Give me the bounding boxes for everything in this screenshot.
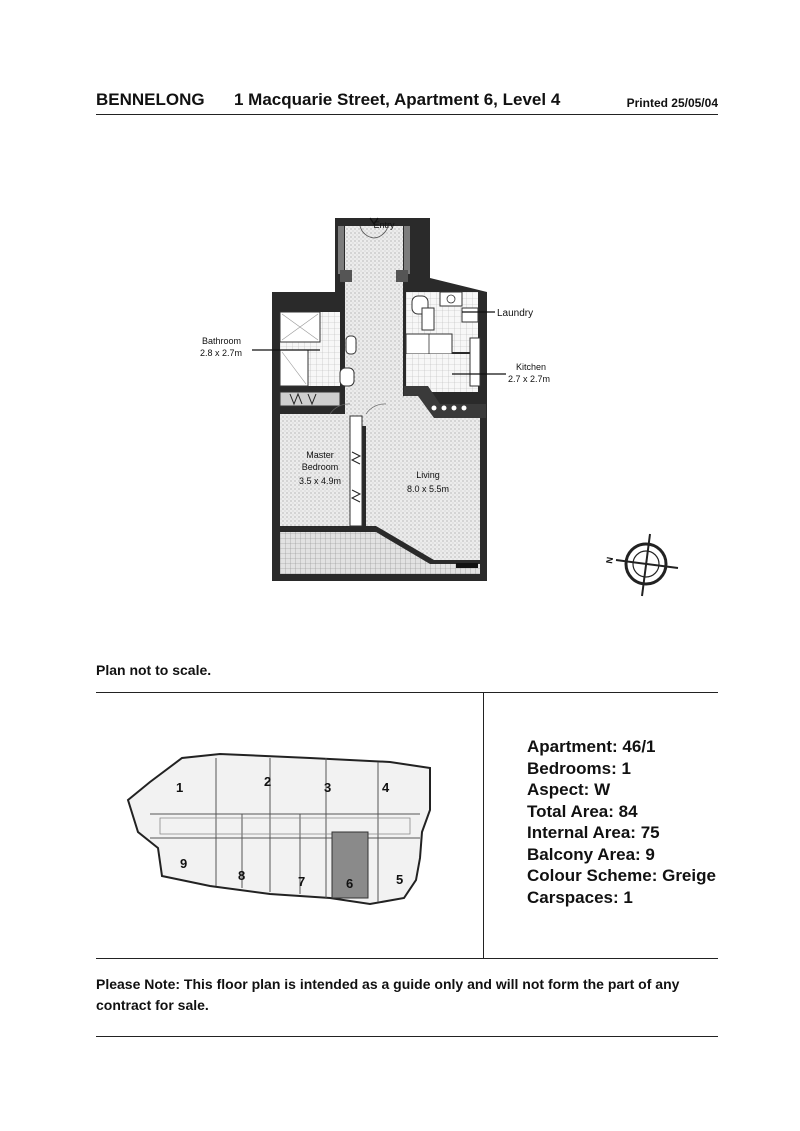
- label-laundry: Laundry: [497, 308, 534, 319]
- label-kitchen-size: 2.7 x 2.7m: [508, 374, 551, 384]
- compass-icon: [600, 528, 690, 604]
- divider-top: [96, 692, 718, 693]
- divider-vertical: [483, 692, 484, 958]
- label-living: Living: [416, 470, 440, 480]
- detail-balcony-area: Balcony Area: 9: [527, 844, 655, 864]
- building-key-plan: [120, 748, 440, 918]
- disclaimer-note: Please Note: This floor plan is intended as a guide only and will not form the part of any contract for sale.: [96, 976, 680, 1013]
- detail-total-area: Total Area: 84: [527, 801, 638, 821]
- detail-aspect: Aspect: W: [527, 780, 611, 799]
- label-master-size: 3.5 x 4.9m: [298, 476, 342, 486]
- label-bathroom: Bathroom: [202, 336, 242, 346]
- label-bathroom-size: 2.8 x 2.7m: [200, 348, 243, 358]
- label-entry: Entry: [373, 220, 395, 230]
- unit-1: 1: [176, 780, 184, 795]
- compass-north-label: N: [604, 556, 616, 565]
- unit-8: 8: [238, 868, 246, 883]
- building-name: BENNELONG: [96, 90, 205, 109]
- label-living-size: 8.0 x 5.5m: [406, 484, 450, 494]
- detail-carspaces: Carspaces: 1: [527, 887, 633, 907]
- unit-4: 4: [382, 780, 390, 795]
- label-kitchen: Kitchen: [516, 362, 547, 372]
- unit-6: 6: [346, 876, 354, 891]
- detail-bedrooms: Bedrooms: 1: [527, 758, 631, 778]
- unit-3: 3: [324, 780, 332, 795]
- unit-2: 2: [264, 774, 272, 789]
- unit-5: 5: [396, 872, 404, 887]
- detail-apartment: Apartment: 46/1: [527, 737, 656, 756]
- label-bedroom: Bedroom: [301, 462, 339, 472]
- unit-9: 9: [180, 856, 188, 871]
- floor-plan: [190, 208, 551, 588]
- divider-middle: [96, 958, 718, 959]
- unit-7: 7: [298, 874, 306, 889]
- label-master: Master: [306, 450, 334, 460]
- printed-date: Printed 25/05/04: [626, 96, 718, 110]
- entry-corridor: [345, 226, 403, 426]
- apartment-address: 1 Macquarie Street, Apartment 6, Level 4: [234, 90, 561, 109]
- apartment-details: [527, 736, 716, 908]
- page-header: [96, 88, 718, 115]
- divider-bottom: [96, 1036, 718, 1037]
- detail-internal-area: Internal Area: 75: [527, 823, 660, 842]
- detail-colour-scheme: Colour Scheme: Greige: [527, 866, 716, 885]
- scale-note: Plan not to scale.: [96, 662, 212, 678]
